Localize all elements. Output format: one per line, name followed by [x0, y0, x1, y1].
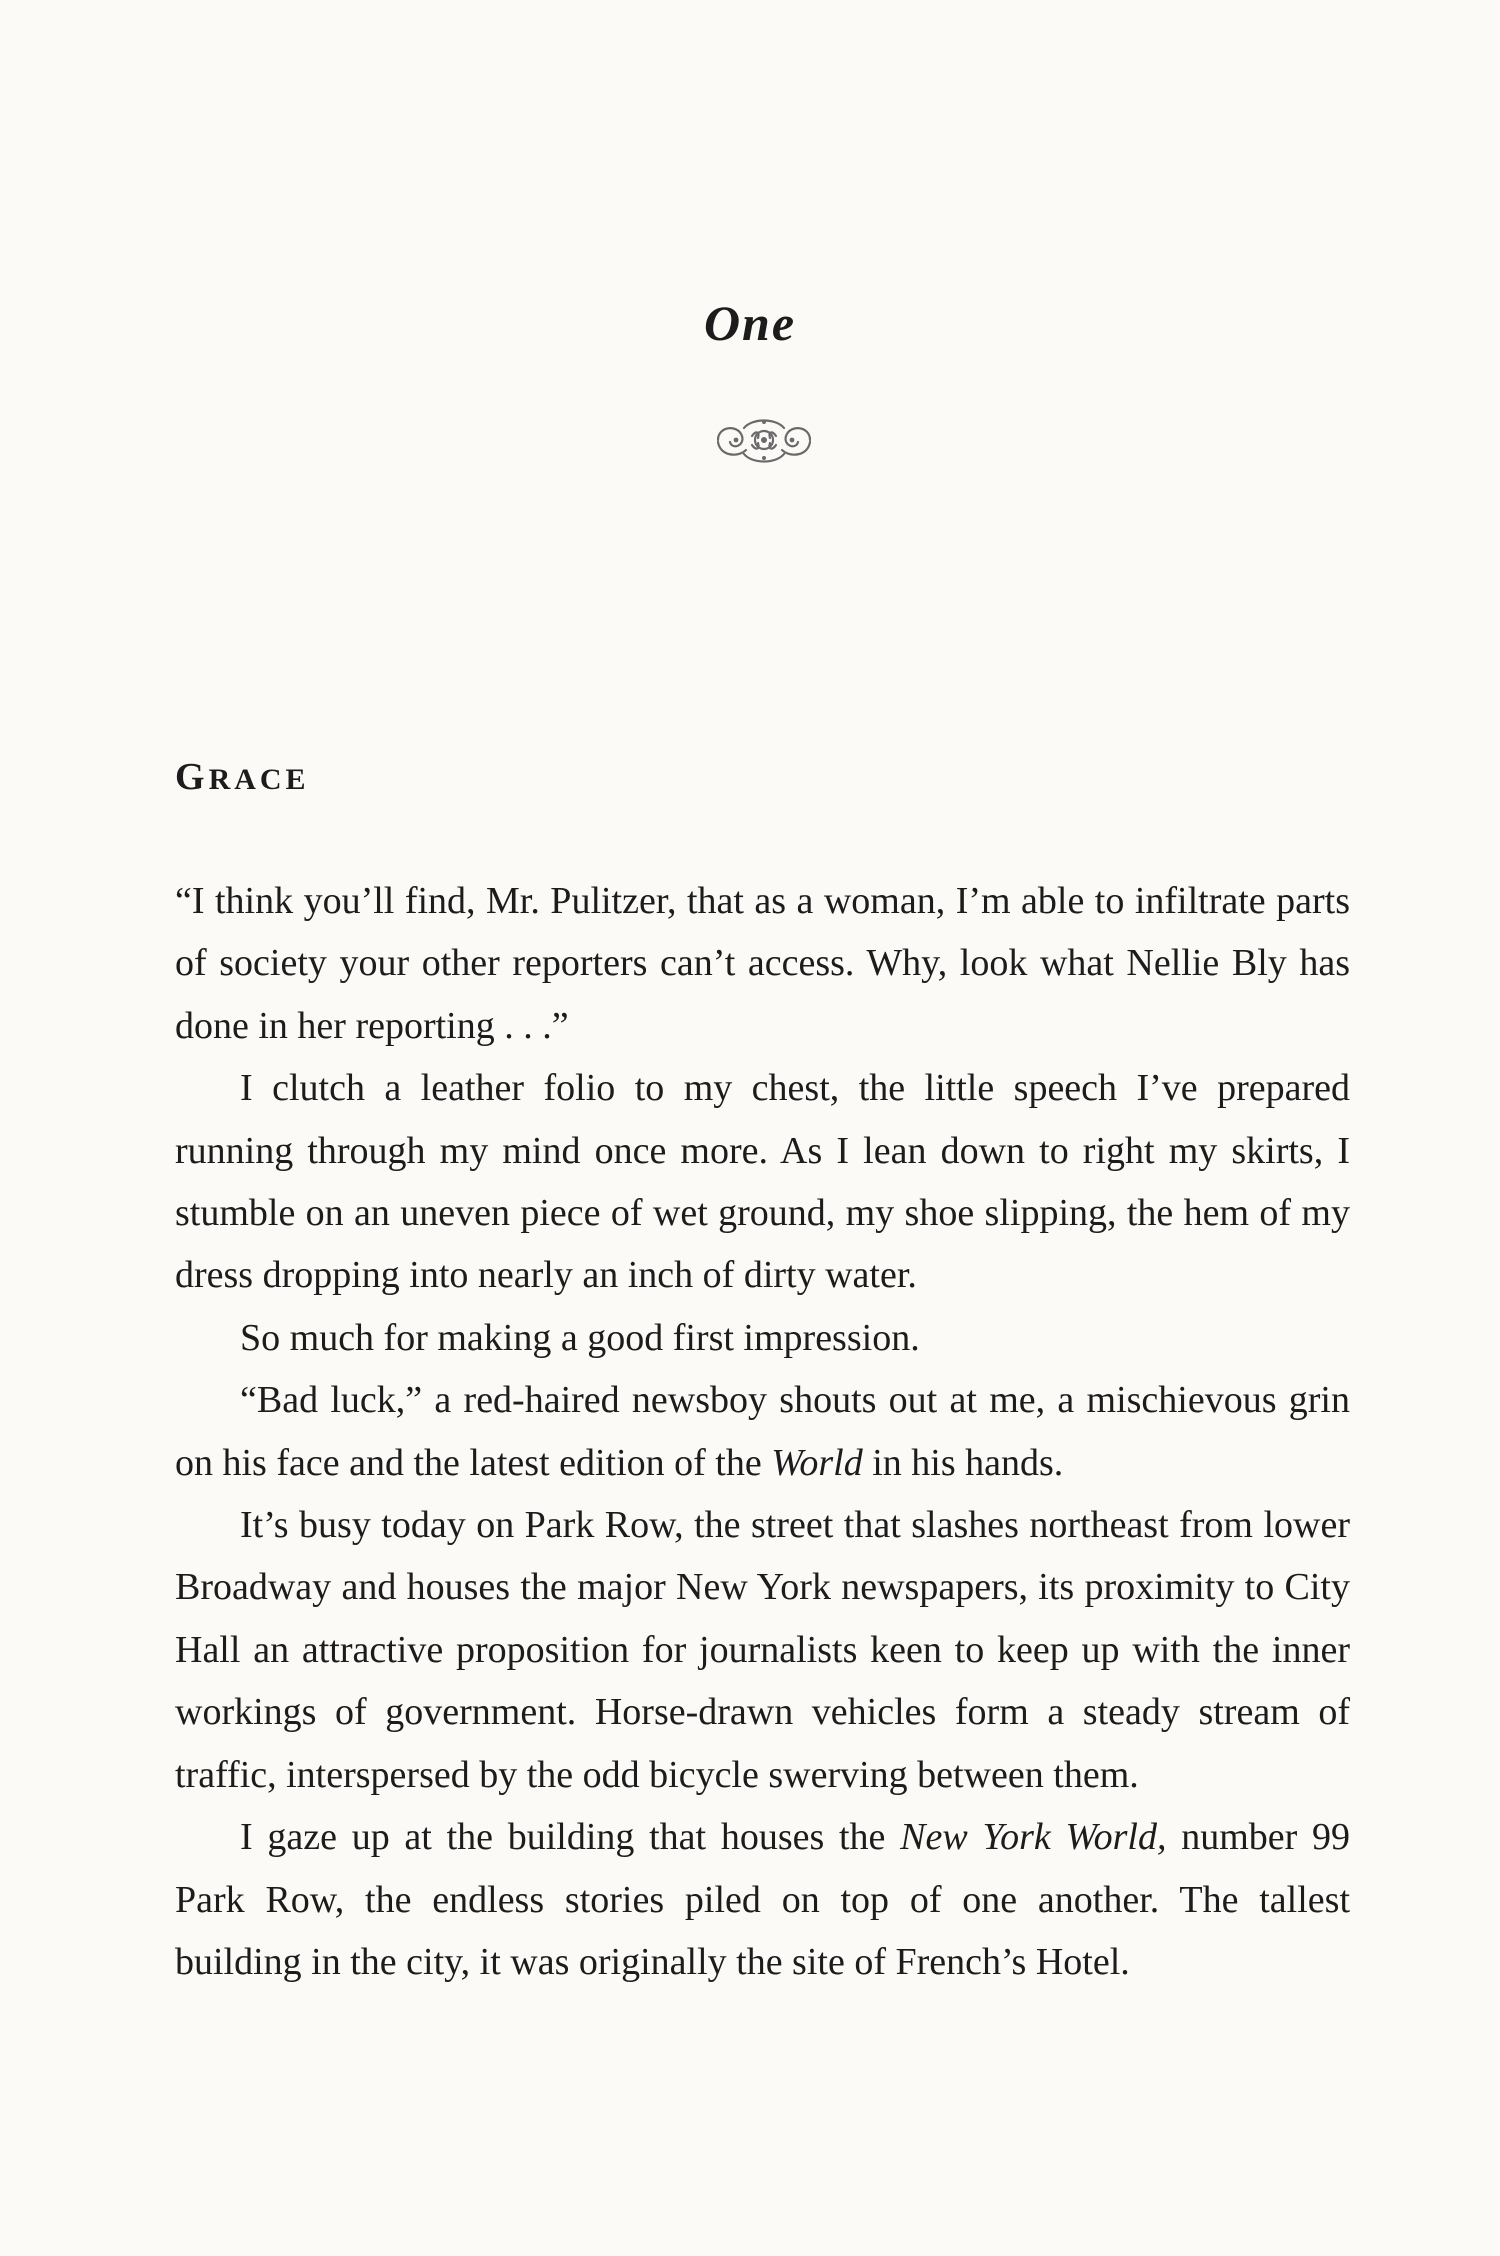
- newspaper-title: New York World,: [900, 1816, 1167, 1859]
- paragraph: It’s busy today on Park Row, the street that slashes northeast from lower Broadway and houses the major New York newspapers, its proximity to City Hall an attractive proposition for journalists keen to keep up with the inner workings of government. Horse-drawn vehicles form a steady stream of traffic, interspersed by the odd bicycle swerving between them.: [175, 1504, 1350, 1796]
- paragraph: [175, 1806, 1350, 1993]
- chapter-ornament-icon: [708, 412, 820, 468]
- section-label-initial: G: [175, 756, 209, 798]
- paragraph: [175, 1369, 1350, 1494]
- body-text: [175, 870, 1350, 1993]
- paragraph-text: I gaze up at the building that houses the: [240, 1816, 901, 1859]
- section-label-rest: RACE: [208, 763, 310, 796]
- paragraph-text: in his hands.: [862, 1441, 1064, 1484]
- paragraph: So much for making a good first impression.: [240, 1316, 920, 1359]
- paragraph-text: “Bad luck,” a red-haired newsboy shouts out at me, a mischievous grin on his face and the latest edition of the: [175, 1379, 1350, 1484]
- paragraph: I clutch a leather folio to my chest, the little speech I’ve prepared running through my mind once more. As I lean down to right my skirts, I stumble on an uneven piece of wet ground, my shoe slipping, the hem of my dress dropping into nearly an inch of dirty water.: [175, 1067, 1350, 1297]
- paragraph: “I think you’ll find, Mr. Pulitzer, that as a woman, I’m able to infiltrate parts of society your other reporters can’t access. Why, look what Nellie Bly has done in her reporting . . .”: [175, 880, 1350, 1047]
- section-label: [175, 758, 310, 796]
- chapter-title: One: [703, 295, 797, 351]
- paragraph-text: number 99 Park Row, the endless stories piled on top of one another. The tallest building in the city, it was originally the site of French’s Hotel.: [175, 1816, 1351, 1983]
- newspaper-title: World: [771, 1441, 863, 1484]
